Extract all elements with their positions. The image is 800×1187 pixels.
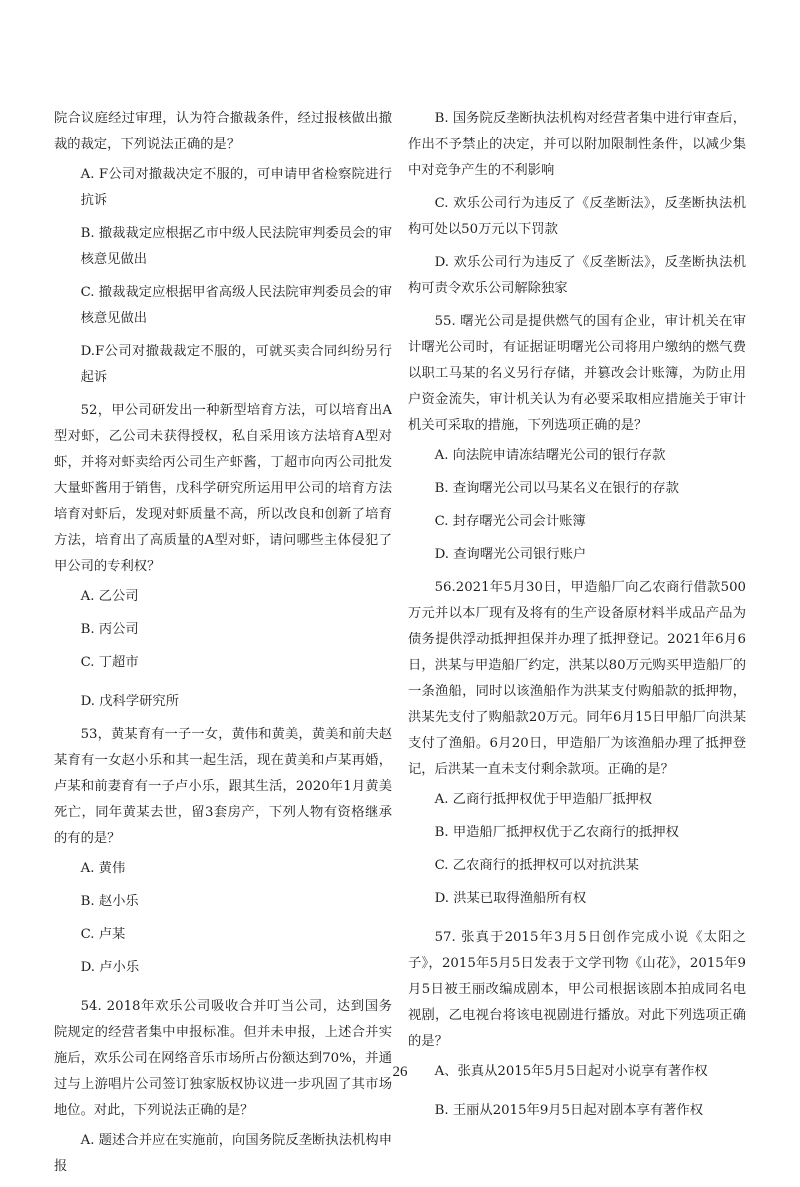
option: B. 查询曙光公司以马某名义在银行的存款 [434,481,679,496]
page-number: 26 [392,1064,408,1080]
option: A. F公司对撤裁决定不服的，可申请甲省检察院进行抗诉 [80,167,392,208]
option: D. 查询曙光公司银行账户 [434,547,587,562]
option: D. 洪某已取得渔船所有权 [434,891,587,906]
question-53-stem: 53，黄某育有一子一女，黄伟和黄美，黄美和前夫赵某育有一女赵小乐和其一起生活，现在黄美和卢某再婚，卢某和前妻育有一子卢小乐，跟其生活，2020年1月黄美死亡，同年黄某去世，留3套房产，下列人物有资格继承的有的是？ [54,727,392,846]
option: C. 封存曙光公司会计账簿 [434,514,586,529]
option: C. 撤裁裁定应根据甲省高级人民法院审判委员会的审核意见做出 [80,285,392,326]
option: C. 丁超市 [80,655,139,670]
left-column [54,106,392,1187]
question-55-stem: 55. 曙光公司是提供燃气的国有企业，审计机关在审计曙光公司时，有证据证明曙光公司将用户缴纳的燃气费以职工马某的名义另行存储，并篡改会计账簿，为防止用户资金流失，审计机关认为有必要采取相应措施关于审计机关可采取的措施，下列选项正确的是？ [408,314,746,433]
option: A. 题述合并应在实施前，向国务院反垄断执法机构申报 [54,1133,392,1174]
option: A. 乙公司 [80,589,139,604]
option: D.F公司对撤裁裁定不服的，可就买卖合同纠纷另行起诉 [80,344,392,385]
question-54-stem: 54. 2018年欢乐公司吸收合并叮当公司，达到国务院规定的经营者集中申报标准。但并未申报，上述合并实施后，欢乐公司在网络音乐市场所占份额达到70%，并通过与上游唱片公司签订独家版权协议进一步巩固了其市场地位。对此，下列说法正确的是？ [54,999,392,1118]
question-56-stem: 56.2021年5月30日，甲造船厂向乙农商行借款500万元并以本厂现有及将有的生产设备原材料半成品产品为债务提供浮动抵押担保并办理了抵押登记。2021年6月6日，洪某与甲造船厂约定，洪某以80万元购买甲造船厂的一条渔船，同时以该渔船作为洪某支付购船款的抵押物，洪某先支付了购船款20万元。同年6月15日甲船厂向洪某支付了渔船。6月20日，甲造船厂为该渔船办理了抵押登记，后洪某一直未支付剩余款项。正确的是？ [408,580,746,777]
option: A. 黄伟 [80,861,126,876]
option: B. 国务院反垄断执法机构对经营者集中进行审查后，作出不予禁止的决定，并可以附加限制性条件，以减少集中对竞争产生的不利影响 [408,111,746,178]
option: A. 乙商行抵押权优于甲造船厂抵押权 [434,792,653,807]
option: C. 欢乐公司行为违反了《反垄断法》，反垄断执法机构可处以50万元以下罚款 [408,196,746,237]
option: B. 王丽从2015年9月5日起对剧本享有著作权 [434,1103,704,1118]
option: B. 赵小乐 [80,894,139,909]
question-52-stem: 52，甲公司研发出一种新型培育方法，可以培育出A型对虾，乙公司未获得授权，私自采用该方法培育A型对虾，并将对虾卖给丙公司生产虾酱，丁超市向丙公司批发大量虾酱用于销售，戊科学研究所运用甲公司的培育方法培育对虾后，发现对虾质量不高，所以改良和创新了培育方法，培育出了高质量的A型对虾，请问哪些主体侵犯了甲公司的专利权？ [54,403,392,574]
option: D. 戊科学研究所 [80,694,180,709]
option: D. 卢小乐 [80,960,140,975]
intro-stem: 院合议庭经过审理，认为符合撤裁条件，经过报核做出撤裁的裁定，下列说法正确的是？ [54,111,392,152]
option: B. 丙公司 [80,622,139,637]
option: D. 欢乐公司行为违反了《反垄断法》，反垄断执法机构可责令欢乐公司解除独家 [408,255,746,296]
option: B. 甲造船厂抵押权优于乙农商行的抵押权 [434,825,679,840]
option: A、张真从2015年5月5日起对小说享有著作权 [434,1064,708,1079]
option: B. 撤裁裁定应根据乙市中级人民法院审判委员会的审核意见做出 [80,226,392,267]
question-57-stem: 57. 张真于2015年3月5日创作完成小说《太阳之子》，2015年5月5日发表于文学刊物《山花》，2015年9月5日被王丽改编成剧本，甲公司根据该剧本拍成同名电视剧，乙电视台将该电视剧进行播放。对此下列选项正确的是？ [408,930,746,1049]
option: C. 乙农商行的抵押权可以对抗洪某 [434,858,639,873]
option: A. 向法院申请冻结曙光公司的银行存款 [434,448,666,463]
right-column [408,106,746,1131]
option: C. 卢某 [80,927,126,942]
